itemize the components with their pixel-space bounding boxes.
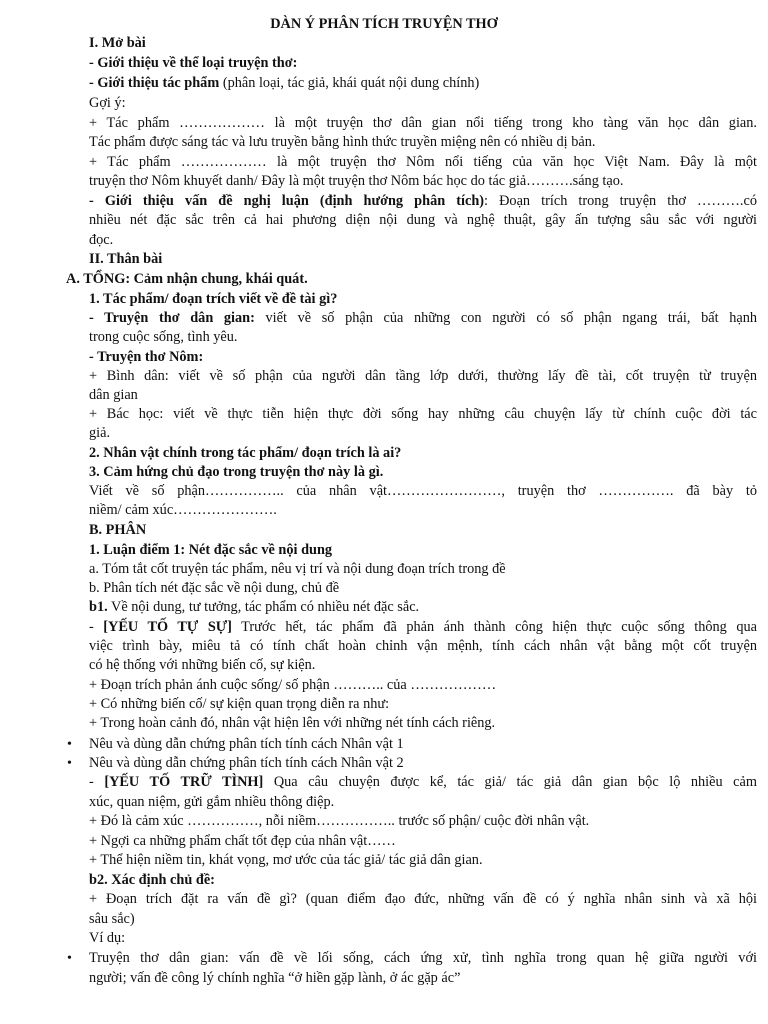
text-line	[89, 579, 757, 598]
text-run: Nêu và dùng dẫn chứng phân tích tính cách Nhân vật 1	[89, 736, 404, 752]
text-run: người; vấn đề công lý chính nghĩa “ở hiền gặp lành, ở ác gặp ác”	[89, 970, 461, 986]
text-run: nhiều nét đặc sắc trên cả hai phương diện nội dung và nghệ thuật, gây ấn tượng sâu sắc với người	[89, 212, 757, 228]
text-run: Về nội dung, tư tưởng, tác phẩm có nhiều nét đặc sắc.	[107, 599, 420, 615]
text-run: + Bác học: viết về thực tiễn hiện thực đời sống hay những câu chuyện lấy từ chính cuộc đời tác	[89, 406, 757, 422]
bold-text: - Truyện thơ dân gian:	[89, 310, 255, 326]
text-line	[89, 34, 757, 53]
text-run: + Đó là cảm xúc ……………, nỗi niềm…………….. trước số phận/ cuộc đời nhân vật.	[89, 813, 590, 829]
text-line	[89, 618, 757, 637]
bullet-line	[89, 949, 757, 968]
text-line	[89, 969, 757, 988]
text-line	[89, 114, 757, 133]
text-line	[89, 793, 757, 812]
bold-text: [YẾU TỐ TỰ SỰ]	[103, 619, 232, 635]
text-run: dân gian	[89, 387, 138, 403]
text-run: viết về số phận của những con người có số phận ngang trái, bất hạnh	[254, 310, 757, 326]
text-line	[89, 521, 757, 540]
text-line	[89, 637, 757, 656]
text-run: việc trình bày, miêu tả có tính chất hoàn chỉnh vận mệnh, tính cách nhân vật bằng một cốt truyện	[89, 638, 757, 654]
text-line	[89, 405, 757, 424]
text-line	[89, 328, 757, 347]
text-run: sâu sắc)	[89, 911, 135, 927]
bold-text: 1. Tác phẩm/ đoạn trích viết về đề tài gì?	[89, 291, 338, 307]
text-run: + Bình dân: viết về số phận của người dân tầng lớp dưới, thường lấy đề tài, cốt truyện từ truyện	[89, 368, 757, 384]
text-line	[89, 890, 757, 909]
text-line	[89, 386, 757, 405]
text-run: Viết về số phận…………….. của nhân vật……………………, truyện thơ ……………. đã bày tỏ	[89, 483, 757, 499]
text-run: Ví dụ:	[89, 930, 126, 946]
text-line	[89, 309, 757, 328]
text-line	[89, 348, 757, 367]
text-run: Nêu và dùng dẫn chứng phân tích tính cách Nhân vật 2	[89, 755, 404, 771]
text-run: có hệ thống với những biến cố, sự kiện.	[89, 657, 316, 673]
text-line	[89, 231, 757, 250]
text-line	[89, 424, 757, 443]
text-line	[89, 367, 757, 386]
text-run: + Ngợi ca những phẩm chất tốt đẹp của nhân vật……	[89, 833, 396, 849]
text-line	[89, 656, 757, 675]
text-line	[89, 910, 757, 929]
text-run: niềm/ cảm xúc………………….	[89, 502, 277, 518]
text-line	[89, 172, 757, 191]
text-line	[89, 714, 757, 733]
text-line	[89, 541, 757, 560]
bold-text: - Truyện thơ Nôm:	[89, 349, 204, 365]
bold-text: - Giới thiệu tác phẩm	[89, 75, 220, 91]
text-line	[89, 74, 757, 93]
text-run: trong cuộc sống, tình yêu.	[89, 329, 238, 345]
bullet-line	[89, 754, 757, 773]
document-title: DÀN Ý PHÂN TÍCH TRUYỆN THƠ	[270, 16, 498, 32]
text-run: -	[89, 619, 104, 635]
bold-text: [YẾU TỐ TRỮ TÌNH]	[104, 774, 264, 790]
text-run: (phân loại, tác giả, khái quát nội dung chính)	[219, 75, 480, 91]
text-line	[89, 851, 757, 870]
text-line	[89, 444, 757, 463]
bold-text: 3. Cảm hứng chủ đạo trong truyện thơ này là gì.	[89, 464, 384, 480]
text-run: + Trong hoàn cảnh đó, nhân vật hiện lên với những nét tính cách riêng.	[89, 715, 496, 731]
bold-text: - Giới thiệu vấn đề nghị luận (định hướng phân tích)	[89, 193, 485, 209]
text-run: Qua câu chuyện được kể, tác giả/ tác giả dân gian bộc lộ nhiều cảm	[263, 774, 757, 790]
text-line	[89, 192, 757, 211]
text-line	[89, 482, 757, 501]
text-line	[89, 773, 757, 792]
text-line	[89, 501, 757, 520]
bold-text: B. PHÂN	[89, 522, 147, 538]
text-line	[89, 250, 757, 269]
text-run: a. Tóm tắt cốt truyện tác phẩm, nêu vị trí và nội dung đoạn trích trong đề	[89, 561, 506, 577]
text-line	[89, 153, 757, 172]
text-line	[89, 598, 757, 617]
text-line	[89, 133, 757, 152]
text-run: -	[89, 774, 105, 790]
text-line	[89, 929, 757, 948]
bold-text: 2. Nhân vật chính trong tác phẩm/ đoạn trích là ai?	[89, 445, 402, 461]
bold-text: 1. Luận điểm 1: Nét đặc sắc về nội dung	[89, 542, 333, 558]
bullet-line	[89, 735, 757, 754]
text-run: giả.	[89, 425, 111, 441]
text-line	[89, 560, 757, 579]
text-run: + Thể hiện niềm tin, khát vọng, mơ ước của tác giả/ tác giả dân gian.	[89, 852, 483, 868]
text-line	[89, 812, 757, 831]
text-line	[89, 871, 757, 890]
text-line	[89, 832, 757, 851]
text-run: truyện thơ Nôm khuyết danh/ Đây là một truyện thơ Nôm bác học do tác giả……….sáng tạo.	[89, 173, 624, 189]
text-run: Tác phẩm được sáng tác và lưu truyền bằng hình thức truyền miệng nên có nhiều dị bản.	[89, 134, 596, 150]
bold-text: A. TỔNG: Cảm nhận chung, khái quát.	[66, 271, 308, 287]
text-line	[89, 54, 757, 73]
bold-text: I. Mở bài	[89, 35, 146, 51]
text-line	[89, 695, 757, 714]
bold-text: b1.	[89, 599, 108, 615]
text-run: + Tác phẩm ……………… là một truyện thơ dân gian nổi tiếng trong kho tàng văn học dân gian.	[89, 115, 757, 131]
text-run: + Đoạn trích đặt ra vấn đề gì? (quan điểm đạo đức, những vấn đề có ý nghĩa nhân sinh và xã hội	[89, 891, 757, 907]
text-run: + Tác phẩm ……………… là một truyện thơ Nôm nổi tiếng của văn học Việt Nam. Đây là một	[89, 154, 757, 170]
text-run: Gợi ý:	[89, 95, 126, 111]
text-run: + Có những biến cố/ sự kiện quan trọng diễn ra như:	[89, 696, 390, 712]
text-line	[89, 94, 757, 113]
text-run: Trước hết, tác phẩm đã phản ánh thành công hiện thực cuộc sống thông qua	[231, 619, 757, 635]
bold-text: b2. Xác định chủ đề:	[89, 872, 215, 888]
text-line	[66, 270, 734, 289]
text-line	[89, 211, 757, 230]
bold-text: II. Thân bài	[89, 251, 163, 267]
text-run: xúc, quan niệm, gửi gắm nhiều thông điệp.	[89, 794, 335, 810]
text-run: : Đoạn trích trong truyện thơ ……….có	[484, 193, 758, 209]
text-run: + Đoạn trích phản ánh cuộc sống/ số phận ……….. của ………………	[89, 677, 497, 693]
text-run: Truyện thơ dân gian: vấn đề về lối sống, cách ứng xử, tình nghĩa trong quan hệ giữa người với	[89, 950, 757, 966]
text-line	[89, 290, 757, 309]
text-line	[89, 676, 757, 695]
bold-text: - Giới thiệu về thể loại truyện thơ:	[89, 55, 298, 71]
text-line	[89, 463, 757, 482]
text-run: b. Phân tích nét đặc sắc về nội dung, chủ đề	[89, 580, 340, 596]
text-run: đọc.	[89, 232, 114, 248]
